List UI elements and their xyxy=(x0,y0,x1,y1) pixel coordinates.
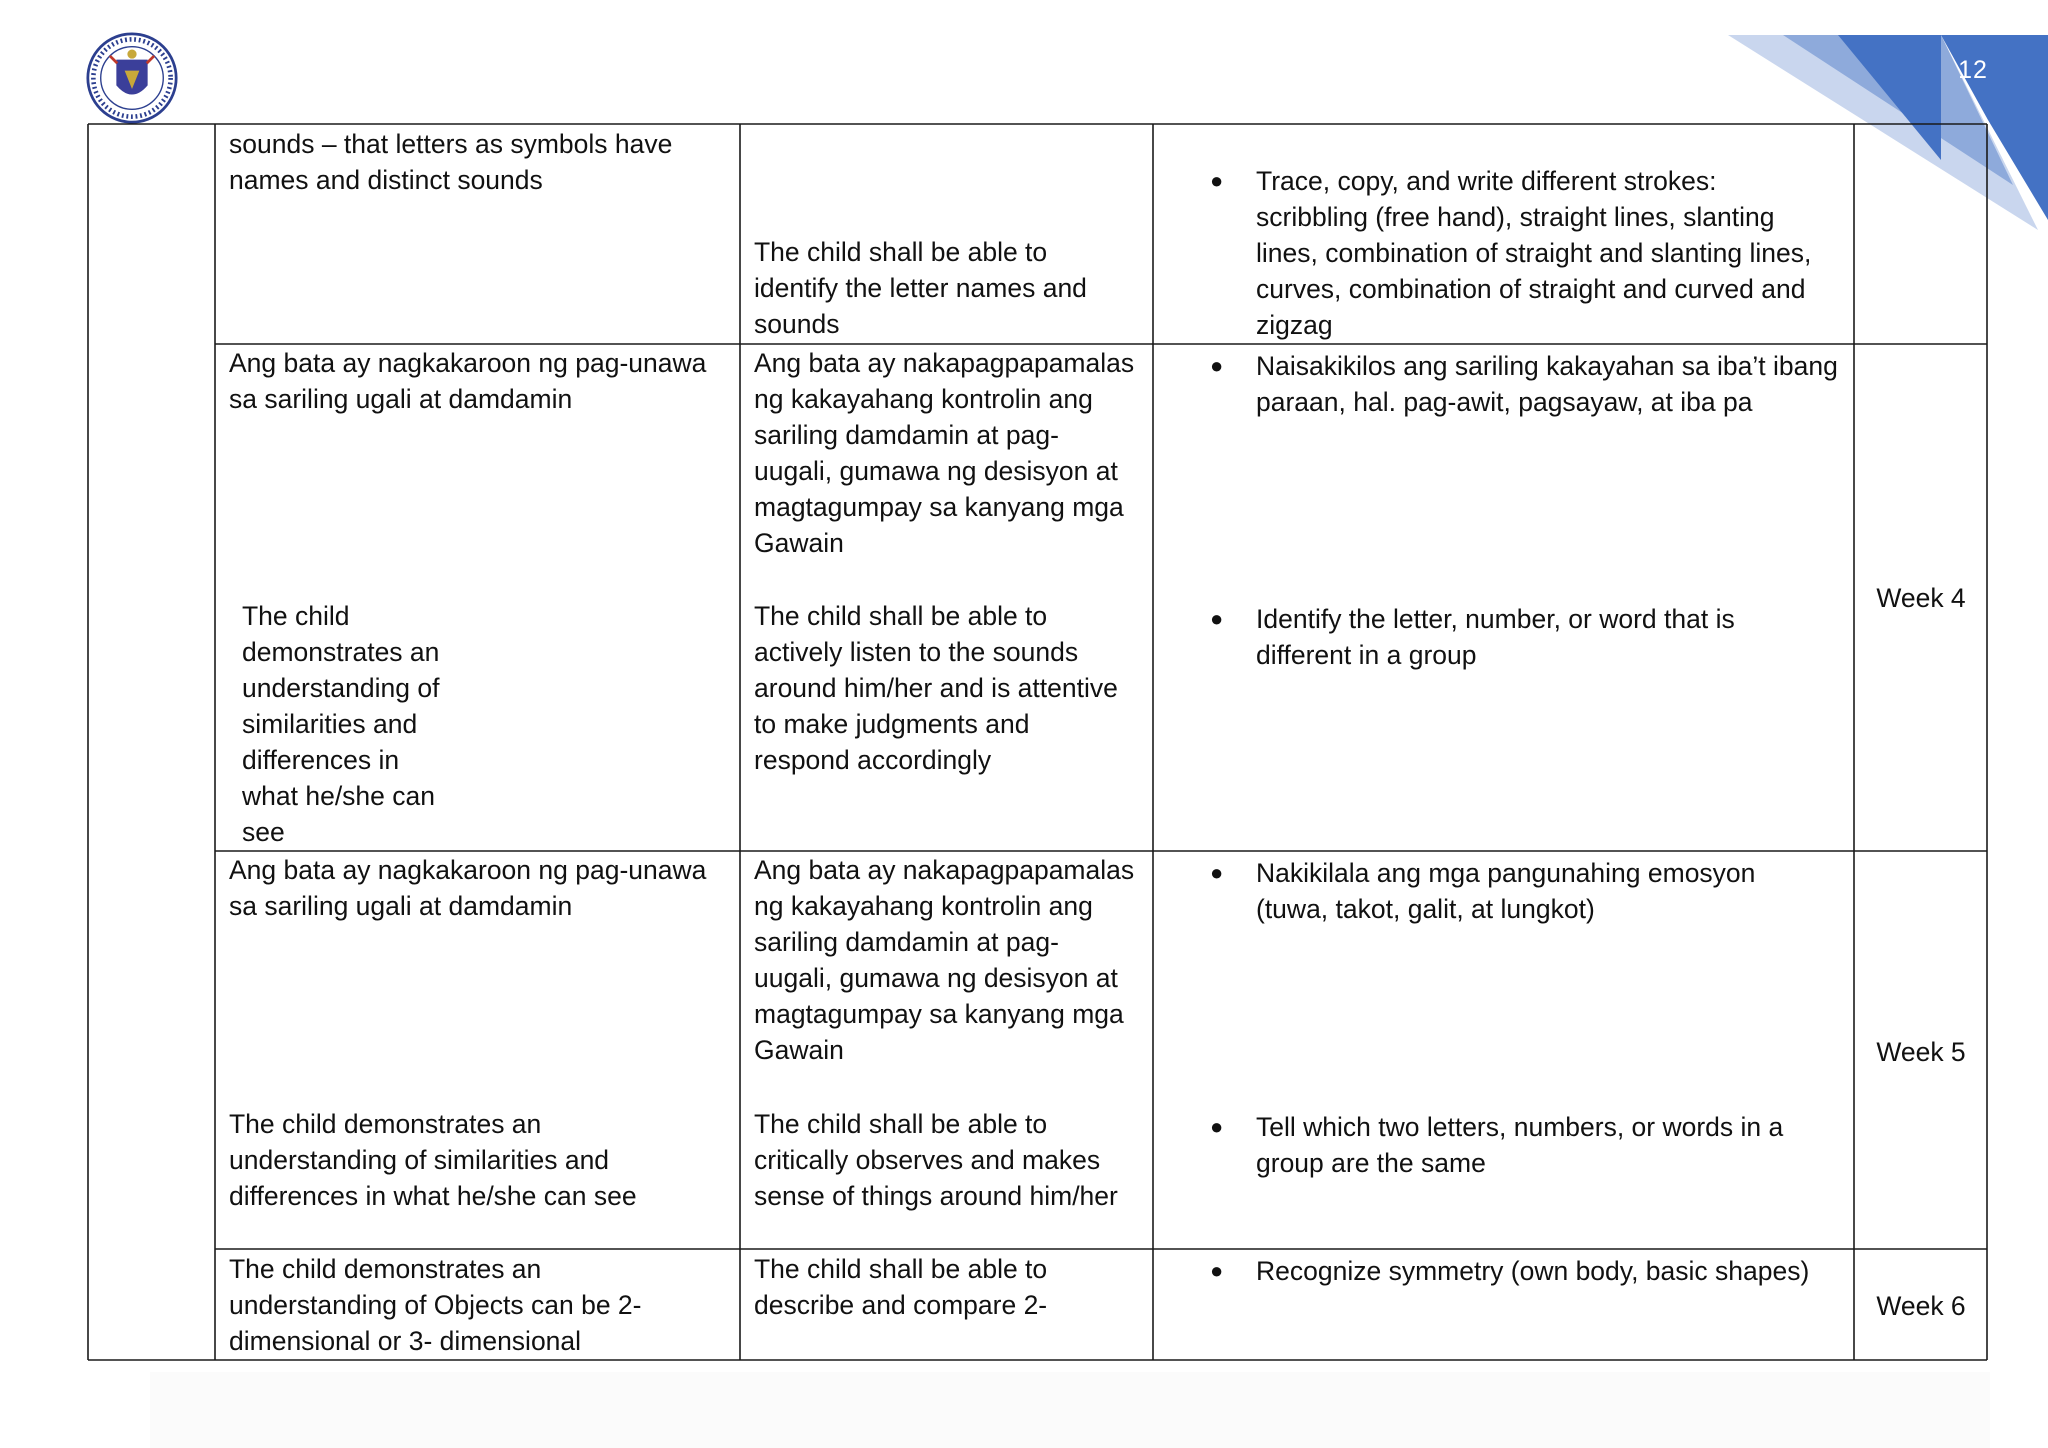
performance-standard-cell: The child shall be able to describe and compare 2- xyxy=(754,1254,1048,1320)
bullet-icon: ● xyxy=(1210,168,1224,193)
competency-item: Trace, copy, and write different strokes: scribbling (free hand), straight lines, slanting lines, combination of straight and slanting lines, curves, combination of straight and curved and zigzag xyxy=(1256,166,1812,340)
performance-standard-cell: The child shall be able to actively listen to the sounds around him/her and is attentive to make judgments and respond accordingly xyxy=(754,601,1118,775)
competency-item: Nakikilala ang mga pangunahing emosyon (tuwa, takot, galit, at lungkot) xyxy=(1256,858,1756,924)
performance-standard-cell: The child shall be able to identify the letter names and sounds xyxy=(754,237,1087,339)
deped-seal-logo xyxy=(86,32,178,124)
week-label: Week 4 xyxy=(1876,583,1966,613)
content-standard-cell: The child demonstrates an understanding of Objects can be 2- dimensional or 3- dimensional xyxy=(229,1254,642,1356)
page-number: 12 xyxy=(1958,56,1988,84)
performance-standard-cell: The child shall be able to critically observes and makes sense of things around him/her xyxy=(754,1109,1118,1211)
bullet-icon: ● xyxy=(1210,1114,1224,1139)
bullet-icon: ● xyxy=(1210,606,1224,631)
bullet-icon: ● xyxy=(1210,353,1224,378)
performance-standard-cell: Ang bata ay nakapagpapamalas ng kakayahang kontrolin ang sariling damdamin at pag- uugali, gumawa ng desisyon at magtagumpay sa kanyang mga Gawain xyxy=(754,348,1135,558)
content-standard-cell: sounds – that letters as symbols have names and distinct sounds xyxy=(229,129,673,195)
page-footer-band xyxy=(150,1372,1990,1448)
week-label: Week 5 xyxy=(1876,1037,1966,1067)
competency-item: Naisakikilos ang sariling kakayahan sa iba’t ibang paraan, hal. pag-awit, pagsayaw, at iba pa xyxy=(1256,351,1838,417)
competency-item: Identify the letter, number, or word that is different in a group xyxy=(1256,604,1735,670)
content-standard-cell: The child demonstrates an understanding of similarities and differences in what he/she can see xyxy=(242,601,440,847)
bullet-icon: ● xyxy=(1210,860,1224,885)
week-label: Week 6 xyxy=(1876,1291,1966,1321)
content-standard-cell: Ang bata ay nagkakaroon ng pag-unawa sa sariling ugali at damdamin xyxy=(229,348,707,414)
bullet-icon: ● xyxy=(1210,1258,1224,1283)
performance-standard-cell: Ang bata ay nakapagpapamalas ng kakayahang kontrolin ang sariling damdamin at pag- uugali, gumawa ng desisyon at magtagumpay sa kanyang mga Gawain xyxy=(754,855,1135,1065)
content-standard-cell: The child demonstrates an understanding of similarities and differences in what he/she can see xyxy=(229,1109,637,1211)
content-standard-cell: Ang bata ay nagkakaroon ng pag-unawa sa sariling ugali at damdamin xyxy=(229,855,707,921)
competency-item: Recognize symmetry (own body, basic shapes) xyxy=(1256,1256,1810,1286)
competency-item: Tell which two letters, numbers, or words in a group are the same xyxy=(1256,1112,1784,1178)
